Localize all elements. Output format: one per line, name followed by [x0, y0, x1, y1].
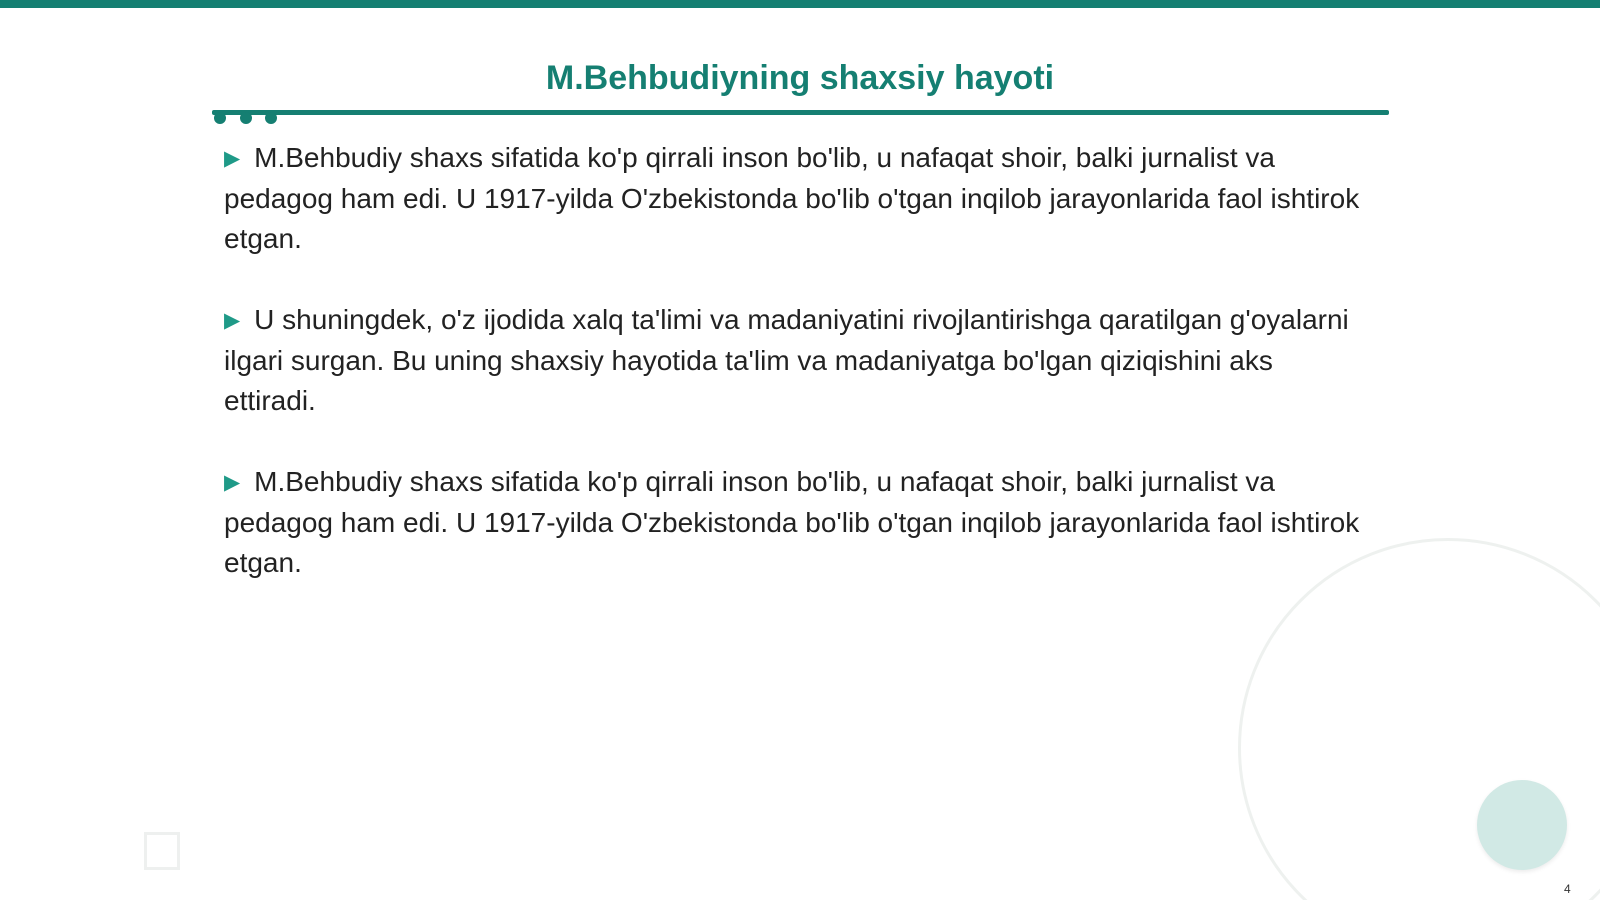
triangle-right-icon: ▶: [224, 309, 241, 332]
decor-circle-filled: [1477, 780, 1567, 870]
bullet-list: [224, 138, 1364, 624]
decor-square-outline: [144, 832, 180, 870]
bullet-text: M.Behbudiy shaxs sifatida ko'p qirrali inson bo'lib, u nafaqat shoir, balki jurnalist va pedagog ham edi. U 1917-yilda O'zbekistonda bo'lib o'tgan inqilob jarayonlarida faol ishtirok etgan.: [224, 142, 1360, 254]
triangle-right-icon: ▶: [224, 471, 241, 494]
decor-dot: [265, 112, 277, 124]
bullet-item: [224, 462, 1364, 583]
title-underline: [212, 110, 1389, 115]
bullet-item: [224, 138, 1364, 259]
page-number: 4: [1564, 882, 1571, 896]
slide-title: M.Behbudiyning shaxsiy hayoti: [545, 59, 1055, 97]
bullet-text: U shuningdek, o'z ijodida xalq ta'limi va madaniyatini rivojlantirishga qaratilgan g'oyalarni ilgari surgan. Bu uning shaxsiy hayotida ta'lim va madaniyatga bo'lgan qiziqishini aks ettiradi.: [224, 304, 1349, 416]
bullet-item: [224, 300, 1364, 421]
top-accent-bar: [0, 0, 1600, 8]
decor-dot: [240, 112, 252, 124]
bullet-text: M.Behbudiy shaxs sifatida ko'p qirrali inson bo'lib, u nafaqat shoir, balki jurnalist va pedagog ham edi. U 1917-yilda O'zbekistonda bo'lib o'tgan inqilob jarayonlarida faol ishtirok etgan.: [224, 466, 1360, 578]
decor-dot: [214, 112, 226, 124]
triangle-right-icon: ▶: [224, 147, 241, 170]
